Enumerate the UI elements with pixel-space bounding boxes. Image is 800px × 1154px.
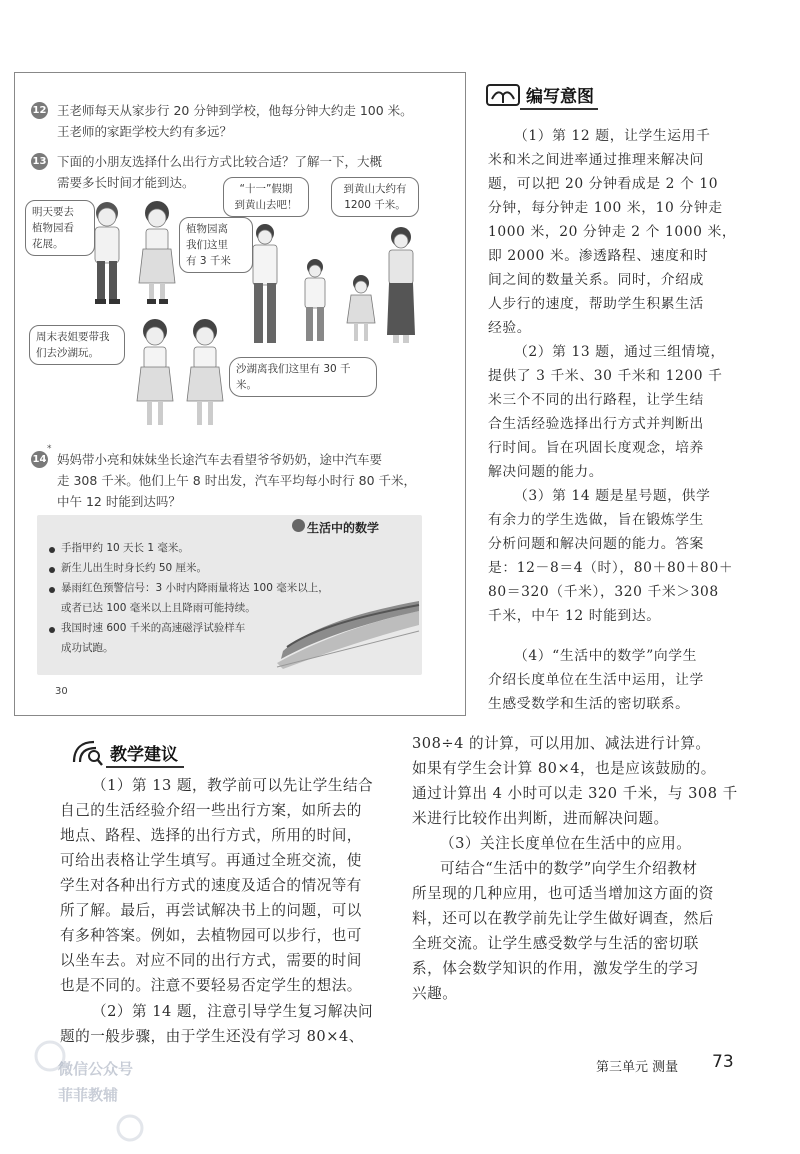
pen-icon — [70, 738, 104, 766]
advice-line: 地点、路程、选择的出行方式，所用的时间， — [60, 827, 362, 844]
advice-line: （1）第 13 题，教学前可以先让学生结合 — [92, 777, 374, 794]
bubble-3-line: “十一”假期 — [239, 183, 293, 195]
intent-line: 千米，中午 12 时能到达。 — [488, 608, 661, 624]
advice-line: 可结合“生活中的数学”向学生介绍教材 — [440, 860, 698, 877]
speech-bubble-4 — [331, 177, 419, 217]
children-illustration-2 — [133, 317, 233, 433]
advice-line: 通过计算出 4 小时可以走 320 千米，与 308 千 — [412, 785, 738, 802]
family-illustration — [243, 223, 423, 353]
life-item: 我国时速 600 千米的高速磁浮试验样车 — [61, 622, 246, 634]
question-14-line1: 妈妈带小亮和妹妹坐长途汽车去看望爷爷奶奶，途中汽车要 — [57, 452, 383, 467]
open-book-icon — [486, 83, 520, 107]
bubble-1-line: 明天要去 — [32, 206, 74, 218]
question-13-line1: 下面的小朋友选择什么出行方式比较合适？了解一下，大概 — [57, 154, 383, 169]
life-item: 或者已达 100 毫米以上且降雨可能持续。 — [61, 602, 256, 614]
speech-bubble-5 — [29, 325, 125, 365]
intent-line: 生感受数学和生活的密切联系。 — [488, 696, 690, 712]
watermark-line1: 微信公众号 — [58, 1060, 134, 1078]
advice-line: 全班交流。让学生感受数学与生活的密切联 — [412, 935, 699, 952]
footer-page-number: 73 — [712, 1052, 734, 1072]
teaching-advice-title: 教学建议 — [110, 744, 178, 765]
intent-line: 题，可以把 20 分钟看成是 2 个 10 — [488, 176, 719, 192]
advice-line: 米进行比较作出判断，进而解决问题。 — [412, 810, 669, 827]
question-12-number: 12 — [31, 102, 48, 119]
bubble-1-line: 花展。 — [32, 238, 64, 250]
intent-line: 有余力的学生选做，旨在锻炼学生 — [488, 512, 704, 528]
question-14-line2: 走 308 千米。他们上午 8 时出发，汽车平均每小时行 80 千米， — [57, 473, 417, 488]
life-item: 暴雨红色预警信号：3 小时内降雨量将达 100 毫米以上， — [61, 582, 329, 594]
advice-line: 学生对各种出行方式的速度及适合的情况等有 — [60, 877, 362, 894]
advice-line: 可给出表格让学生填写。再通过全班交流，使 — [60, 852, 362, 869]
intent-line: 介绍长度单位在生活中运用，让学 — [488, 672, 704, 688]
bullet-icon — [49, 627, 55, 633]
advice-line: 以坐车去。对应不同的出行方式，需要的时间 — [60, 952, 362, 969]
intent-line: 经验。 — [488, 320, 532, 336]
intent-line: 人步行的速度，帮助学生积累生活 — [488, 296, 704, 312]
intent-line: 1000 米，20 分钟走 2 个 1000 米， — [488, 224, 737, 240]
life-item: 手指甲约 10 天长 1 毫米。 — [61, 542, 189, 554]
life-item: 成功试跑。 — [61, 642, 114, 654]
maglev-train-image — [273, 581, 423, 671]
bubble-3-line: 到黄山去吧！ — [234, 199, 298, 211]
bubble-2-line: 我们这里 — [186, 239, 228, 251]
question-14-line3: 中午 12 时能到达吗？ — [57, 494, 181, 509]
bubble-2-line: 植物园离 — [186, 223, 228, 235]
speech-bubble-3 — [223, 177, 309, 217]
intent-line: 米和米之间进率通过推理来解决问 — [488, 152, 704, 168]
intent-line: 即 2000 米。渗透路程、速度和时 — [488, 248, 709, 264]
textbook-page — [14, 72, 466, 716]
intent-line: （3）第 14 题是星号题，供学 — [514, 488, 711, 504]
speech-bubble-2 — [179, 217, 253, 273]
advice-line: 308÷4 的计算，可以用加、减法进行计算。 — [412, 735, 711, 752]
advice-line: （2）第 14 题，注意引导学生复习解决问 — [92, 1003, 374, 1020]
bullet-icon — [49, 587, 55, 593]
footer-unit-label: 第三单元 测量 — [596, 1060, 679, 1075]
advice-line: 自己的生活经验介绍一些出行方案，如所去的 — [60, 802, 362, 819]
bullet-icon — [49, 547, 55, 553]
bubble-6-line: 沙湖离我们这里有 30 千米。 — [236, 363, 351, 391]
advice-line: 有多种答案。例如，去植物园可以步行，也可 — [60, 927, 362, 944]
advice-line: 如果有学生会计算 80×4，也是应该鼓励的。 — [412, 760, 716, 777]
question-12-line1: 王老师每天从家步行 20 分钟到学校，他每分钟大约走 100 米。 — [57, 103, 413, 118]
advice-line: 兴趣。 — [412, 985, 458, 1002]
advice-line: 也是不同的。注意不要轻易否定学生的想法。 — [60, 977, 362, 994]
bubble-5-line: 周末表姐要带我 — [36, 331, 110, 343]
bubble-4-line: 到黄山大约有 — [343, 183, 407, 195]
advice-line: 题的一般步骤，由于学生还没有学习 80×4、 — [60, 1028, 364, 1045]
children-illustration-1 — [85, 191, 185, 311]
title-underline — [106, 766, 184, 768]
intent-line: 行时间。旨在巩固长度观念，培养 — [488, 440, 704, 456]
teaching-advice-header — [70, 738, 178, 766]
intent-line: 提供了 3 千米、30 千米和 1200 千 — [488, 368, 723, 384]
advice-line: 所了解。最后，再尝试解决书上的问题，可以 — [60, 902, 362, 919]
intent-line: 合生活经验选择出行方式并判断出 — [488, 416, 704, 432]
bubble-2-line: 有 3 千米 — [186, 255, 231, 267]
question-13-number: 13 — [31, 153, 48, 170]
writing-intent-header — [486, 82, 594, 107]
writing-intent-title: 编写意图 — [526, 87, 594, 107]
textbook-page-number: 30 — [55, 686, 68, 697]
watermark-line2: 菲菲教辅 — [58, 1086, 119, 1104]
intent-line: （2）第 13 题，通过三组情境， — [514, 344, 725, 360]
bullet-icon — [49, 567, 55, 573]
advice-line: 系，体会数学知识的作用，激发学生的学习 — [412, 960, 699, 977]
bubble-5-line: 们去沙湖玩。 — [36, 347, 99, 359]
math-in-life-title: 生活中的数学 — [307, 521, 380, 535]
bubble-4-line: 1200 千米。 — [344, 199, 406, 211]
intent-line: 米三个不同的出行路程，让学生结 — [488, 392, 704, 408]
advice-line: 料，还可以在教学前先让学生做好调查，然后 — [412, 910, 714, 927]
intent-line: 分钟，每分钟走 100 米，10 分钟走 — [488, 200, 723, 216]
advice-line: 所呈现的几种应用，也可适当增加这方面的资 — [412, 885, 714, 902]
star-mark: * — [47, 444, 52, 454]
advice-line: （3）关注长度单位在生活中的应用。 — [440, 835, 692, 852]
intent-line: （1）第 12 题，让学生运用千 — [514, 128, 711, 144]
intent-line: 间之间的数量关系。同时，介绍成 — [488, 272, 704, 288]
intent-line: 80＝320（千米），320 千米＞308 — [488, 584, 719, 600]
title-underline — [520, 108, 598, 110]
bar-chart-icon — [292, 519, 305, 532]
question-13-line2: 需要多长时间才能到达。 — [57, 175, 195, 190]
intent-line: 是：12－8＝4（时），80＋80＋80＋ — [488, 560, 734, 576]
question-12-line2: 王老师的家距学校大约有多远？ — [57, 124, 233, 139]
bubble-1-line: 植物园看 — [32, 222, 74, 234]
life-item: 新生儿出生时身长约 50 厘米。 — [61, 562, 208, 574]
question-14-number: 14 — [31, 451, 48, 468]
intent-line: 分析问题和解决问题的能力。答案 — [488, 536, 704, 552]
intent-line: （4）“生活中的数学”向学生 — [514, 648, 698, 664]
speech-bubble-6 — [229, 357, 377, 397]
intent-line: 解决问题的能力。 — [488, 464, 604, 480]
